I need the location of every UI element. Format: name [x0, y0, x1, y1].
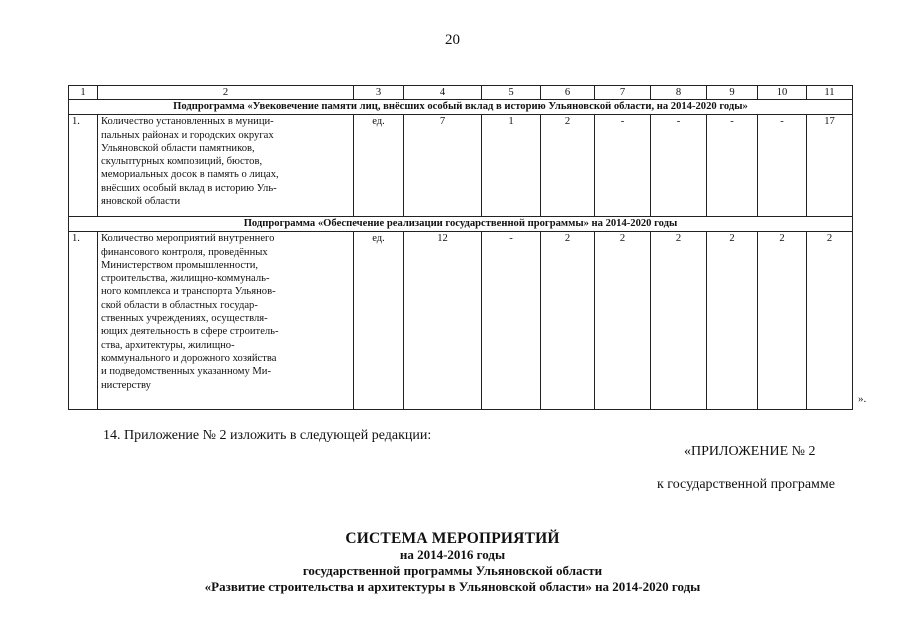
- column-number: 7: [595, 86, 651, 100]
- subprogram-heading: Подпрограмма «Обеспечение реализации государственной программы» на 2014-2020 годы: [69, 217, 853, 232]
- description-line: Количество установленных в муници-: [101, 116, 274, 128]
- value-cell: -: [651, 115, 707, 217]
- program-name-line: «Развитие строительства и архитектуры в Ульяновской области» на 2014-2020 годы: [204, 579, 701, 594]
- appendix-subtitle: к государственной программе: [657, 477, 835, 492]
- description-line: скульптурных композиций, бюстов,: [101, 156, 263, 168]
- value-cell: -: [758, 115, 807, 217]
- value-cell: 2: [541, 115, 595, 217]
- page-number: 20: [445, 32, 460, 48]
- description-line: ющих деятельность в сфере строитель-: [101, 326, 279, 338]
- subprogram-heading-row: [69, 100, 853, 115]
- table-row: [69, 115, 853, 217]
- column-number: 4: [404, 86, 482, 100]
- description-line: нистерству: [101, 379, 151, 391]
- program-name-line: государственной программы Ульяновской области: [302, 563, 603, 578]
- column-number: 11: [807, 86, 853, 100]
- value-cell: -: [595, 115, 651, 217]
- description-line: мемориальных досок в память о лицах,: [101, 169, 279, 181]
- unit-cell: ед.: [354, 115, 404, 217]
- column-number: 2: [98, 86, 354, 100]
- column-number: 3: [354, 86, 404, 100]
- value-cell: 17: [807, 115, 853, 217]
- description-line: Министерством промышленности,: [101, 259, 259, 271]
- value-cell: 2: [758, 232, 807, 410]
- value-cell: 2: [651, 232, 707, 410]
- value-cell: 2: [707, 232, 758, 410]
- column-number: 10: [758, 86, 807, 100]
- column-number: 5: [482, 86, 541, 100]
- description-line: пальных районах и городских округах: [101, 129, 274, 141]
- column-number: 6: [541, 86, 595, 100]
- value-cell: 2: [541, 232, 595, 410]
- description-line: финансового контроля, проведённых: [101, 246, 268, 258]
- system-period: на 2014-2016 годы: [399, 547, 506, 562]
- value-cell: 12: [404, 232, 482, 410]
- indicator-description: [98, 232, 354, 410]
- indicator-description: [98, 115, 354, 217]
- table-row: [69, 232, 853, 410]
- closing-quote: ».: [858, 393, 867, 405]
- value-cell: 2: [807, 232, 853, 410]
- description-line: внёсших особый вклад в историю Уль-: [101, 182, 277, 194]
- value-cell: -: [707, 115, 758, 217]
- row-number: 1.: [69, 232, 98, 410]
- description-line: ства, архитектуры, жилищно-: [101, 339, 235, 351]
- unit-cell: ед.: [354, 232, 404, 410]
- subprogram-heading-row: [69, 217, 853, 232]
- description-line: строительства, жилищно-коммуналь-: [101, 273, 270, 285]
- column-number: 9: [707, 86, 758, 100]
- column-number: 1: [69, 86, 98, 100]
- column-number: 8: [651, 86, 707, 100]
- appendix-title: «ПРИЛОЖЕНИЕ № 2: [684, 444, 816, 459]
- subprogram-heading: Подпрограмма «Увековечение памяти лиц, внёсших особый вклад в историю Ульяновской области, на 2014-2020 годы»: [69, 100, 853, 115]
- description-line: ного комплекса и транспорта Ульянов-: [101, 286, 276, 298]
- description-line: Количество мероприятий внутреннего: [101, 233, 275, 245]
- system-title: СИСТЕМА МЕРОПРИЯТИЙ: [345, 530, 560, 547]
- indicators-table: [68, 85, 853, 410]
- description-line: ственных учреждениях, осуществля-: [101, 313, 268, 325]
- description-line: ской области в областных государ-: [101, 299, 258, 311]
- description-line: коммунального и дорожного хозяйства: [101, 352, 277, 364]
- amendment-instruction: 14. Приложение № 2 изложить в следующей редакции:: [103, 428, 432, 443]
- value-cell: 2: [595, 232, 651, 410]
- value-cell: 1: [482, 115, 541, 217]
- row-number: 1.: [69, 115, 98, 217]
- value-cell: -: [482, 232, 541, 410]
- value-cell: 7: [404, 115, 482, 217]
- description-line: Ульяновской области памятников,: [101, 142, 255, 154]
- description-line: яновской области: [101, 196, 181, 208]
- description-line: и подведомственных указанному Ми-: [101, 366, 272, 378]
- table-header-row: [69, 86, 853, 100]
